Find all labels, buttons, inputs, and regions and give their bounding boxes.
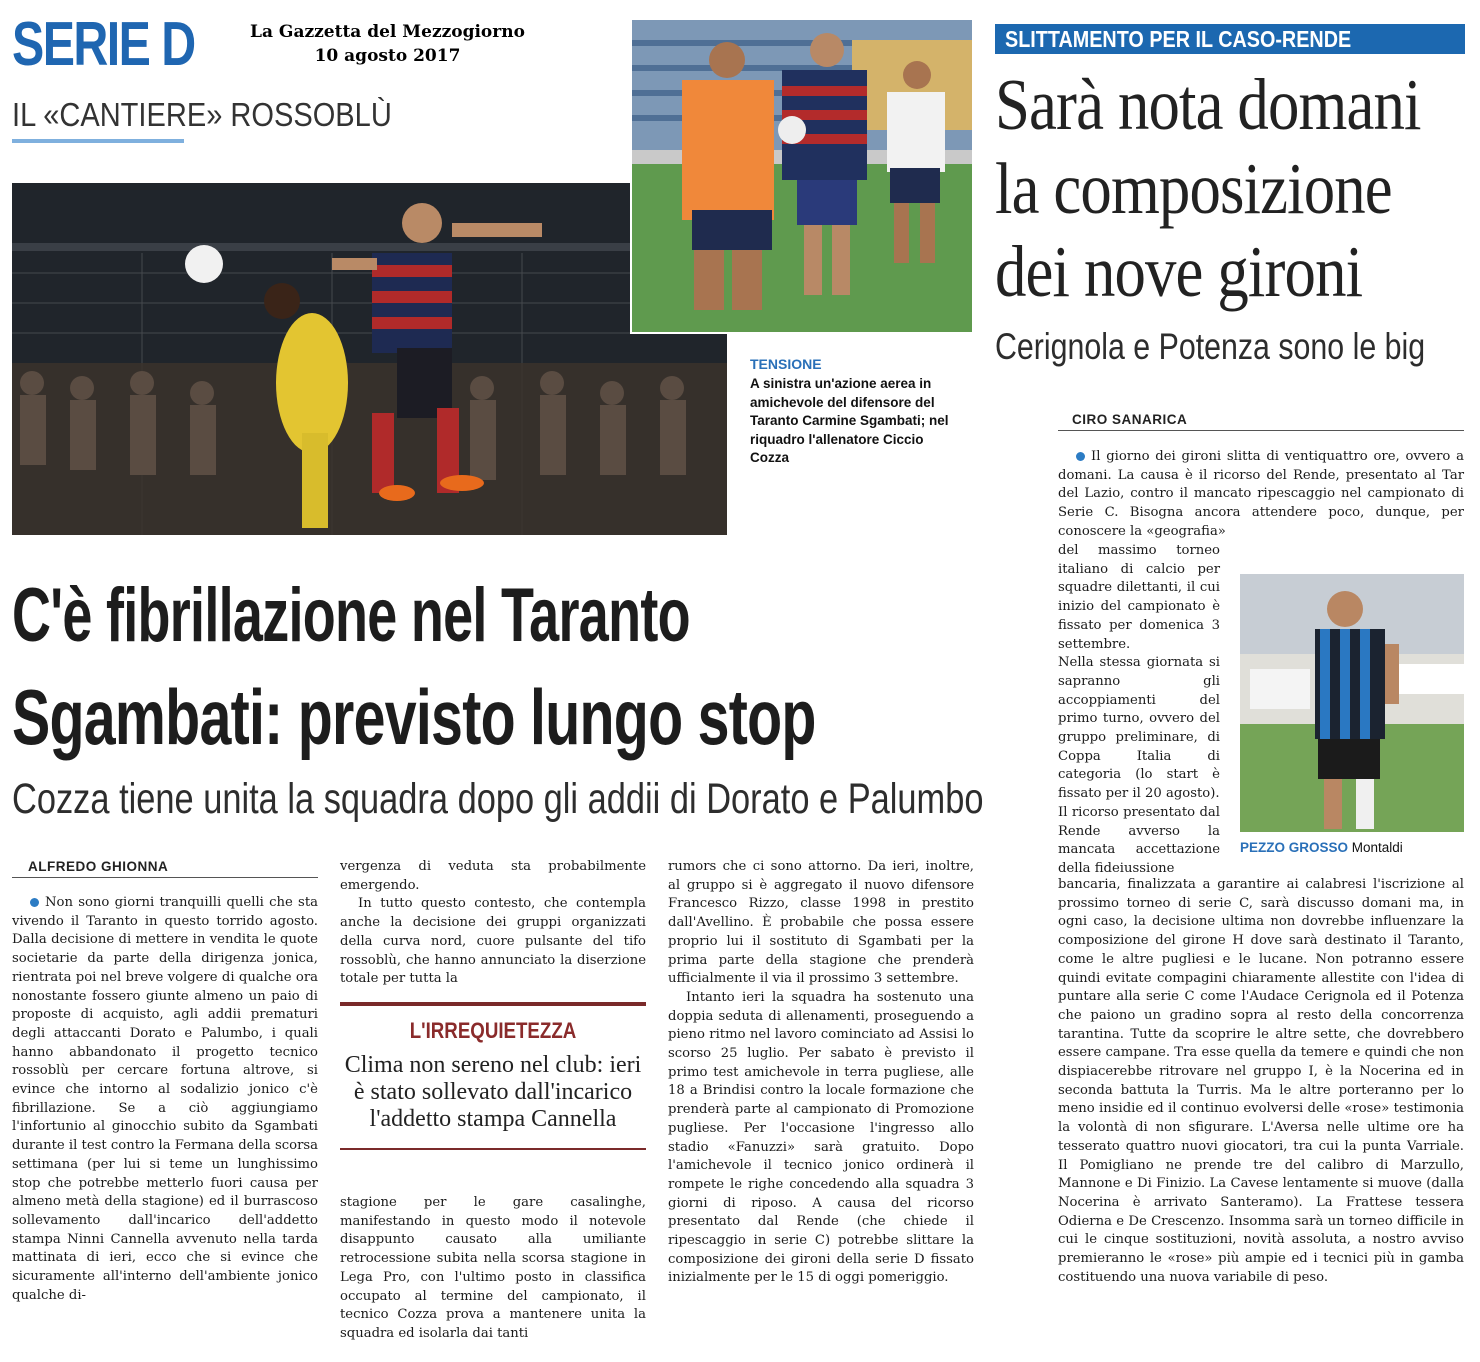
right-subheadline: Cerignola e Potenza sono le big bbox=[995, 326, 1426, 367]
box-text: Clima non sereno nel club: ieri è stato sollevato dall'incarico l'addetto stampa Cannella bbox=[344, 1052, 642, 1132]
right-narrow-column bbox=[1058, 542, 1220, 879]
right-headline-line-1: Sarà nota domani bbox=[995, 64, 1421, 145]
source-date: 10 agosto 2017 bbox=[314, 46, 461, 66]
right-headline-line-2: la composizione bbox=[995, 148, 1392, 229]
right-narrow-paragraph-1: del massimo torneo italiano di calcio per squadre dilettanti, il cui inizio del campionato è fissato per domenica 3 settembre. bbox=[1058, 543, 1220, 652]
right-wide-text: bancaria, finalizzata a garantire ai calabresi l'iscrizione al prossimo torneo di serie C, sarà discusso domani ma, in ogni caso, la decisione ultima non dovrebbe influenzare la composizione del girone H dove sarà destinato il Taranto, come le altre pugliesi e le lucane. Non potranno essere quindi evitate compagini chiaramente allestite con l'idea di puntare alla serie C come l'Audace Cerignola ed il Potenza che paiono un gradino sopra al resto della concorrenza tarantina. Tutte da scoprire le altre sette, che dovrebbero essere campane. Tra esse quella da temere e quindi che non dispiacerebbe ritrovare nel gruppo I, è la Nocerina ed in seconda battuta la Turris. Ma le altre porteranno per lo meno insidie ed il continuo evolversi delle «rose» testimonia la volontà di non sfigurare. L'Aversa nelle ultime ore ha tesserato quattro nuovi giocatori, tra cui la punta Varriale. Il Pomigliano ne prende tre del calibro di Marzullo, Mannone e Di Finizio. La Cavese lentamente si muove (dalla Nocerina è arrivato Santeramo). La Frattese tessera Odierna e De Crescenzo. Insomma sarà un torneo difficile in cui le cinque sostituzioni, novità assoluta, a nostro avviso premieranno le «rose» più ampie ed i tecnici più in gamba costituendo una nuova variabile di peso. bbox=[1058, 877, 1464, 1285]
right-photo-caption-name: Montaldi bbox=[1351, 840, 1403, 855]
byline: ALFREDO GHIONNA bbox=[28, 859, 169, 874]
article-column-2-top bbox=[340, 858, 646, 989]
column-2-paragraph-2: In tutto questo contesto, che contempla anche la decisione dei gruppi organizzati della curva nord, cuore pulsante del tifo rossoblù, che hanno annunciato la diserzione totale per tutta la bbox=[340, 896, 646, 987]
box-bottom-rule bbox=[340, 1148, 646, 1150]
section-tag-text: SLITTAMENTO PER IL CASO-RENDE bbox=[1005, 26, 1352, 52]
photo-caption-label: TENSIONE bbox=[750, 356, 822, 372]
section-title: SERIE D bbox=[12, 10, 195, 79]
right-intro-text: Il giorno dei gironi slitta di ventiquattro ore, ovvero a domani. La causa è il ricorso del Rende, presentato al Tar del Lazio, contro il mancato ripescaggio nel campionato di Serie C. Bisogna ancora attendere poco, dunque, per conoscere la «geografia» bbox=[1058, 449, 1464, 539]
box-top-rule bbox=[340, 1002, 646, 1006]
column-1-text: Non sono giorni tranquilli quelli che sta vivendo il Taranto in questo torrido agosto. Dalla decisione di mettere in vendita le quote societarie da parte della dirigenza jonica, rientrata poi nel breve volgere di qualche ora nonostante fossero giunte almeno un paio di proposte di acquisto, agli addii prematuri degli attaccanti Dorato e Palumbo, i quali hanno abbandonato il progetto tecnico rossoblù per cercare fortuna altrove, si evince che intorno al sodalizio jonico c'è fibrillazione. Se a ciò aggiungiamo l'infortunio al ginocchio subito da Sgambati durante il test contro la Fermana della scorsa settimana (per lui si teme un lunghissimo stop che potrebbe metterlo fuori causa per almeno metà della stagione) ed il burrascoso sollevamento dall'incarico dell'addetto stampa Ninni Cannella avvenuto nella tarda mattinata di ieri, ecco che si evince che sicuramente all'interno dell'ambiente jonico qualche di- bbox=[12, 895, 318, 1303]
right-narrow-paragraph-3: Il ricorso presentato dal Rende avverso la mancata accettazione della fideiussione bbox=[1058, 804, 1220, 876]
right-headline-line-3: dei nove gironi bbox=[995, 231, 1363, 312]
article-column-3 bbox=[668, 858, 974, 1288]
right-photo-caption bbox=[1240, 840, 1403, 855]
right-photo-illustration bbox=[1240, 574, 1464, 832]
inset-photo bbox=[630, 18, 974, 334]
main-photo-illustration bbox=[12, 183, 727, 535]
column-3-paragraph-1: rumors che ci sono attorno. Da ieri, inoltre, al gruppo si è aggregato il nuovo difensore Francesco Rizzo, classe 1998 in prestito dall'Avellino. È probabile che possa essere proprio lui il sostituto di Sgambati per la prima parte della stagione che prenderà ufficialmente il via il prossimo 3 settembre. bbox=[668, 859, 974, 987]
right-narrow-paragraph-2: Nella stessa giornata si sapranno gli accoppiamenti del primo turno, ovvero del gruppo preliminare, di Coppa Italia di categoria (lo start è fissato per il 20 agosto). bbox=[1058, 655, 1220, 802]
section-tag bbox=[995, 24, 1465, 54]
bullet-icon bbox=[30, 898, 39, 907]
bullet-icon bbox=[1076, 452, 1085, 461]
right-photo bbox=[1240, 574, 1464, 832]
kicker-rule bbox=[12, 139, 184, 143]
byline-rule bbox=[12, 877, 318, 878]
article-column-2-bottom bbox=[340, 1194, 646, 1344]
right-byline-rule bbox=[1058, 430, 1464, 431]
subheadline: Cozza tiene unita la squadra dopo gli addii di Dorato e Palumbo bbox=[12, 775, 984, 823]
article-column-1 bbox=[12, 894, 318, 1305]
headline-line-2: Sgambati: previsto lungo stop bbox=[12, 673, 816, 761]
right-intro bbox=[1058, 448, 1464, 542]
inset-photo-illustration bbox=[632, 20, 972, 332]
headline-line-1: C'è fibrillazione nel Taranto bbox=[12, 573, 690, 658]
right-wide-column bbox=[1058, 876, 1464, 1287]
box-title: L'IRREQUIETEZZA bbox=[409, 1018, 577, 1043]
source-note bbox=[200, 20, 575, 68]
column-2-paragraph-3: stagione per le gare casalinghe, manifestando in questo modo il notevole disappunto causato alla umiliante retrocessione subita nella scorsa stagione in Lega Pro, con l'ultimo posto in classifica occupato al termine del campionato, il tecnico Cozza prova a mantenere unita la squadra ed isolarla dai tanti bbox=[340, 1195, 646, 1341]
column-3-paragraph-2: Intanto ieri la squadra ha sostenuto una doppia seduta di allenamenti, proseguendo a pieno ritmo nel lavoro cominciato ad Assisi lo scorso 25 luglio. Per sabato è previsto il primo test amichevole in terra pugliese, alle 18 a Brindisi contro la locale formazione che prenderà parte al campionato di Promozione pugliese. Per l'occasione l'ingresso allo stadio «Fanuzzi» sarà gratuito. Dopo l'amichevole il tecnico jonico ordinerà il rompete le righe concedendo alla squadra 3 giorni di riposo. A causa del ricorso presentato dal Rende (che chiede il ripescaggio in serie C) potrebbe slittare la composizione dei gironi della serie D fissato inizialmente per le 15 di oggi pomeriggio. bbox=[668, 989, 974, 1286]
main-photo bbox=[12, 183, 727, 535]
column-2-paragraph-1: vergenza di veduta sta probabilmente emergendo. bbox=[340, 859, 646, 893]
right-byline: CIRO SANARICA bbox=[1072, 412, 1188, 427]
source-newspaper: La Gazzetta del Mezzogiorno bbox=[250, 22, 525, 42]
right-photo-caption-label: PEZZO GROSSO bbox=[1240, 840, 1349, 855]
photo-caption-text: A sinistra un'azione aerea in amichevole del difensore del Taranto Carmine Sgambati; nel riquadro l'allenatore Ciccio Cozza bbox=[750, 376, 949, 465]
kicker: IL «CANTIERE» ROSSOBLÙ bbox=[12, 96, 392, 133]
